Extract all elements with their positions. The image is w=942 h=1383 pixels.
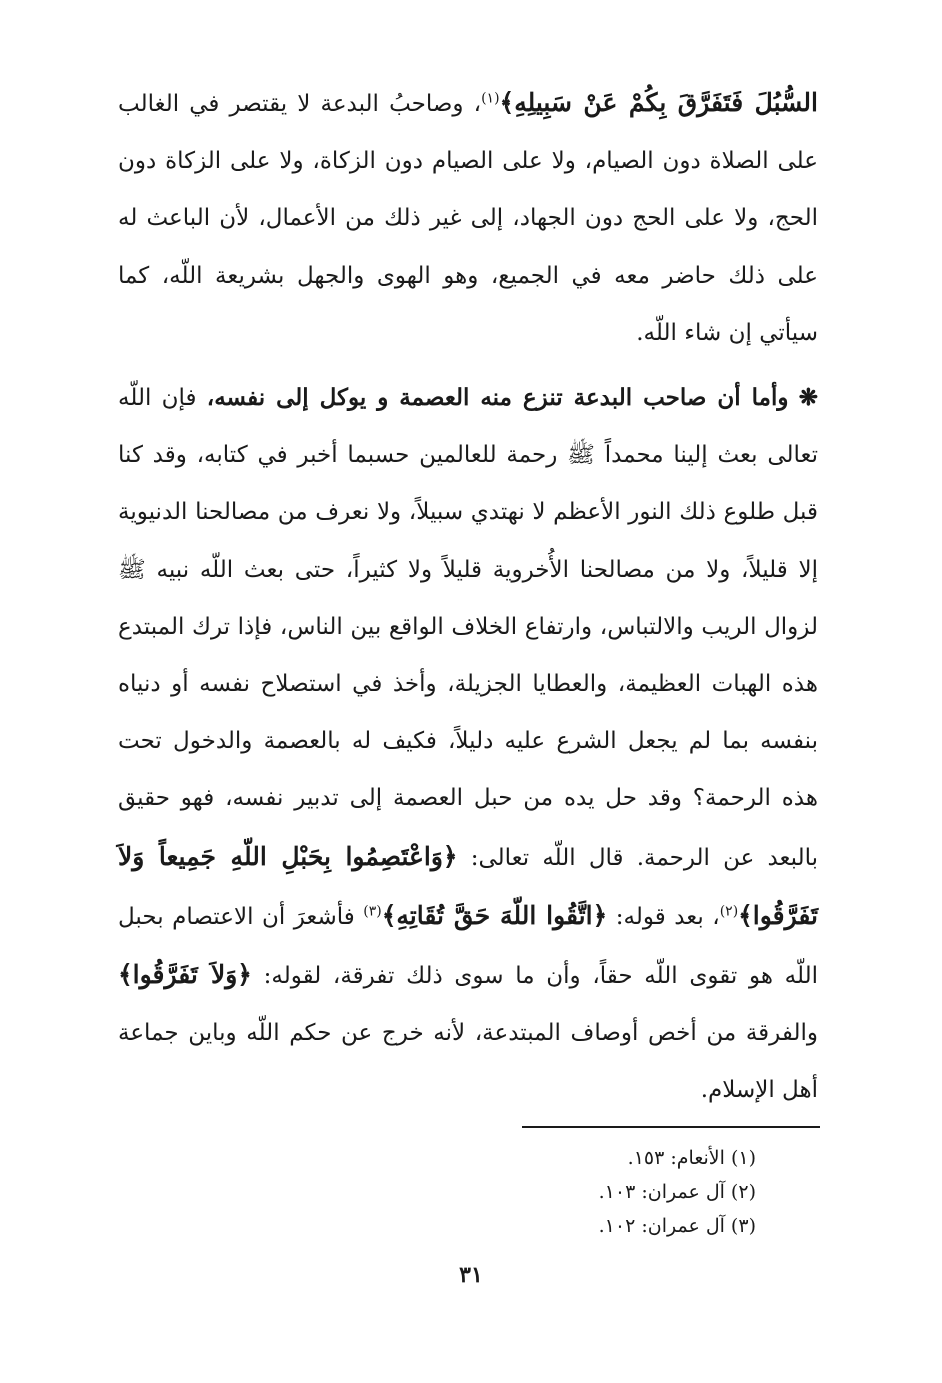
paragraph-1-text: ، وصاحبُ البدعة لا يقتصر في الغالب على الصلاة دون الصيام، ولا على الصيام دون الزكاة، ولا على الزكاة دون الحج، ولا على الحج دون الجهاد، إلى غير ذلك من الأعمال، لأن الباعث له على ذلك حاضر معه في الجميع، وهو الهوى والجهل بشريعة اللّه، كما سيأتي إن شاء اللّه.	[118, 91, 818, 346]
quran-verse-itasimu: ﴿وَاعْتَصِمُوا بِحَبْلِ اللّهِ جَمِيعاً وَلاَ تَفَرَّقُوا﴾	[118, 841, 819, 930]
paragraph-2-text-c: فأشعرَ أن الاعتصام بحبل اللّه هو تقوى اللّه حقاً، وأن ما سوى ذلك تفرقة، لقوله:	[118, 903, 818, 990]
paragraph-2-text-b: ، بعد قوله:	[607, 903, 720, 930]
quran-verse-la-tafarraqu: ﴿وَلاَ تَفَرَّقُوا﴾	[118, 960, 252, 990]
footnote-ref-2: (٢)	[719, 903, 739, 920]
paragraph-2	[118, 369, 818, 1120]
section-heading: وأما أن صاحب البدعة تنزع منه العصمة و يوكل إلى نفسه،	[206, 384, 789, 411]
page-number: ٣١	[459, 1262, 483, 1288]
section-bullet-icon: ❋	[798, 384, 819, 411]
paragraph-1	[118, 74, 818, 362]
quran-verse-ittaqu: ﴿اتَّقُوا اللّهَ حَقَّ تُقَاتِهِ﴾	[381, 900, 608, 930]
paragraph-2-text-a: فإن اللّه تعالى بعث إلينا محمداً ﷺ رحمة للعالمين حسبما أخبر في كتابه، وقد كنا قبل طلوع ذلك النور الأعظم لا نهتدي سبيلاً، ولا نعرف من مصالحنا الدنيوية إلا قليلاً، ولا من مصالحنا الأُخروية قليلاً ولا كثيراً، حتى بعث اللّه نبيه ﷺ لزوال الريب والالتباس، وارتفاع الخلاف الواقع بين الناس، فإذا ترك المبتدع هذه الهبات العظيمة، والعطايا الجزيلة، وأخذ في استصلاح نفسه أو دنياه بنفسه بما لم يجعل الشرع عليه دليلاً، فكيف له بالعصمة والدخول تحت هذه الرحمة؟ وقد حل يده من حبل العصمة إلى تدبير نفسه، فهو حقيق بالبعد عن الرحمة. قال اللّه تعالى:	[118, 385, 819, 871]
footnote-ref-1: (١)	[481, 90, 500, 107]
quran-verse-anam: السُّبُلَ فَتَفَرَّقَ بِكُمْ عَنْ سَبِيلِهِ﴾	[499, 88, 818, 117]
paragraph-2-text-d: والفرقة من أخص أوصاف المبتدعة، لأنه خرج عن حكم اللّه وباين جماعة أهل الإسلام.	[118, 1020, 818, 1104]
footnote-3: (٣) آل عمران: ١٠٢.	[598, 1215, 756, 1237]
footnote-ref-3: (٣)	[363, 903, 382, 920]
footnotes	[599, 1141, 756, 1243]
footnote-divider	[522, 1126, 820, 1128]
footnote-2: (٢) آل عمران: ١٠٣.	[598, 1181, 756, 1203]
footnote-1: (١) الأنعام: ١٥٣.	[627, 1147, 756, 1169]
